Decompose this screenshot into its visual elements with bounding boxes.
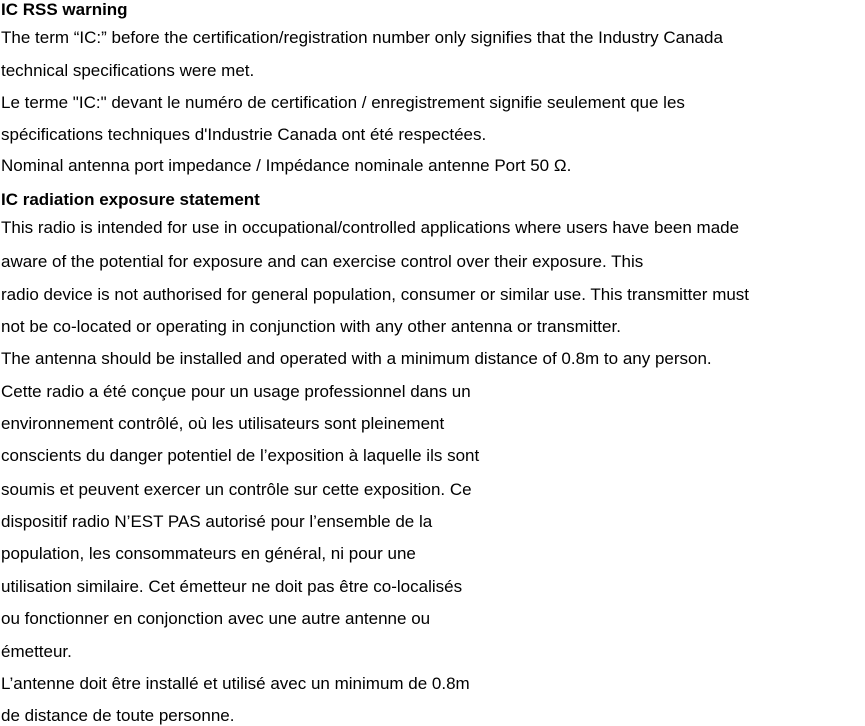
- paragraph-line: dispositif radio N’EST PAS autorisé pour l’ensemble de la: [1, 512, 433, 531]
- ic-radiation-exposure-heading: IC radiation exposure statement: [1, 190, 260, 209]
- paragraph-line: ou fonctionner en conjonction avec une autre antenne ou: [1, 609, 431, 628]
- paragraph-line: population, les consommateurs en général, ni pour une: [1, 544, 416, 563]
- paragraph-line: L’antenne doit être installé et utilisé avec un minimum de 0.8m: [1, 674, 470, 693]
- paragraph-line: The term “IC:” before the certification/registration number only signifies that the Industry Canada: [1, 28, 723, 47]
- paragraph-line: Le terme "IC:" devant le numéro de certification / enregistrement signifie seulement que les: [1, 93, 685, 112]
- paragraph-line: de distance de toute personne.: [1, 706, 235, 725]
- paragraph-line: technical specifications were met.: [1, 61, 255, 80]
- paragraph-line: aware of the potential for exposure and can exercise control over their exposure. This: [1, 252, 644, 271]
- paragraph-line: The antenna should be installed and operated with a minimum distance of 0.8m to any person.: [1, 349, 712, 368]
- paragraph-line: This radio is intended for use in occupational/controlled applications where users have been made: [1, 218, 740, 237]
- ic-rss-warning-heading: IC RSS warning: [1, 0, 128, 19]
- paragraph-line: Cette radio a été conçue pour un usage professionnel dans un: [1, 382, 471, 401]
- paragraph-line: environnement contrôlé, où les utilisateurs sont pleinement: [1, 414, 445, 433]
- paragraph-line: spécifications techniques d'Industrie Canada ont été respectées.: [1, 125, 487, 144]
- paragraph-line: not be co-located or operating in conjunction with any other antenna or transmitter.: [1, 317, 621, 336]
- paragraph-line: soumis et peuvent exercer un contrôle sur cette exposition. Ce: [1, 480, 472, 499]
- paragraph-line: utilisation similaire. Cet émetteur ne doit pas être co-localisés: [1, 577, 463, 596]
- paragraph-line: conscients du danger potentiel de l’exposition à laquelle ils sont: [1, 446, 480, 465]
- paragraph-line: radio device is not authorised for general population, consumer or similar use. This transmitter must: [1, 285, 750, 304]
- paragraph-line: émetteur.: [1, 642, 72, 661]
- paragraph-line: Nominal antenna port impedance / Impédance nominale antenne Port 50 Ω.: [1, 156, 572, 175]
